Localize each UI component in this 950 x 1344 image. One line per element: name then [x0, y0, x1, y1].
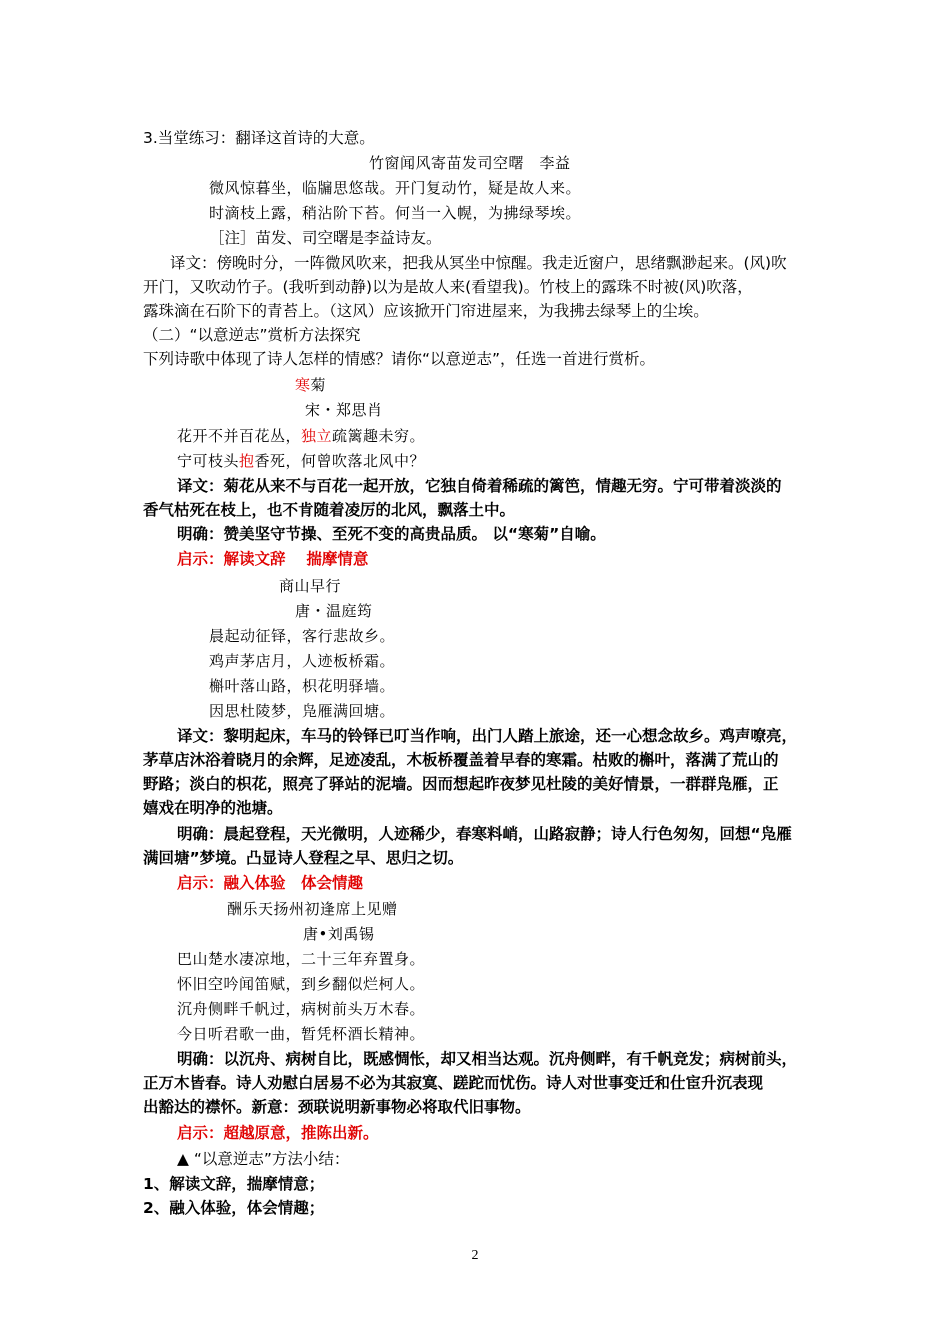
translation-line: 茅草店沐浴着晓月的余辉，足迹凌乱，木板桥覆盖着早春的寒霜。枯败的槲叶，落满了荒山的	[143, 751, 779, 769]
page-number: 2	[471, 1248, 479, 1263]
poem-line: 巴山楚水凄凉地，二十三年弃置身。	[177, 950, 426, 968]
poem-line: 怀旧空吟闻笛赋，到乡翻似烂柯人。	[177, 975, 426, 993]
clarify-line: 满回塘”梦境。凸显诗人登程之早、思归之切。	[143, 849, 464, 867]
translation-line: 香气枯死在枝上，也不肯随着凌厉的北风，飘落土中。	[143, 501, 516, 519]
translation-line: 译文：傍晚时分，一阵微风吹来，把我从冥坐中惊醒。我走近窗户，思绪飘渺起来。(风)吹	[170, 254, 787, 272]
summary-item: 1、解读文辞，揣摩情意；	[143, 1175, 325, 1193]
poem-line: 因思杜陵梦，凫雁满回塘。	[209, 702, 396, 720]
insight-line: 启示：融入体验 体会情趣	[177, 874, 364, 892]
translation-line: 嬉戏在明净的池塘。	[143, 799, 283, 817]
poem-line: 微风惊暮坐，临牖思悠哉。开门复动竹，疑是故人来。	[209, 179, 582, 197]
poem-line: 时滴枝上露，稍沾阶下苔。何当一入幌，为拂绿琴埃。	[209, 204, 582, 222]
poem-title: 寒菊	[295, 376, 327, 394]
poem-author: 唐•刘禹锡	[303, 925, 375, 943]
poem-title: 商山早行	[279, 577, 342, 595]
translation-line: 开门，又吹动竹子。(我听到动静)以为是故人来(看望我)。竹枝上的露珠不时被(风)吹落，	[143, 278, 753, 296]
clarify-line: 明确：赞美坚守节操、至死不变的高贵品质。 以“寒菊”自喻。	[177, 525, 606, 543]
translation-line: 译文：菊花从来不与百花一起开放，它独自倚着稀疏的篱笆，情趣无穷。宁可带着淡淡的	[177, 477, 782, 495]
poem-line: 宁可枝头抱香死，何曾吹落北风中？	[177, 452, 426, 470]
insight-line: 启示：解读文辞 揣摩情意	[177, 550, 369, 568]
clarify-line: 正万木皆春。诗人劝慰白居易不必为其寂寞、蹉跎而忧伤。诗人对世事变迁和仕宦升沉表现	[143, 1074, 764, 1092]
poem-author: 唐・温庭筠	[295, 602, 373, 620]
clarify-line: 明确：以沉舟、病树自比，既感惆怅，却又相当达观。沉舟侧畔，有千帆竞发；病树前头，	[177, 1050, 798, 1068]
clarify-line: 出豁达的襟怀。新意：颈联说明新事物必将取代旧事物。	[143, 1098, 531, 1116]
poem-line: 鸡声茅店月，人迹板桥霜。	[209, 652, 396, 670]
translation-line: 露珠滴在石阶下的青苔上。（这风）应该掀开门帘进屋来，为我拂去绿琴上的尘埃。	[143, 302, 709, 320]
section-heading: （二）“以意逆志”赏析方法探究	[143, 326, 361, 344]
translation-line: 译文：黎明起床，车马的铃铎已叮当作响，出门人踏上旅途，还一心想念故乡。鸡声嘹亮，	[177, 727, 798, 745]
poem-line: 晨起动征铎，客行悲故乡。	[209, 627, 396, 645]
title-highlight: 寒	[295, 376, 311, 394]
section-prompt: 下列诗歌中体现了诗人怎样的情感？请你“以意逆志”，任选一首进行赏析。	[143, 350, 656, 368]
poem-line: 槲叶落山路，枳花明驿墙。	[209, 677, 396, 695]
poem-line: 今日听君歌一曲，暂凭杯酒长精神。	[177, 1025, 426, 1043]
poem-line: 沉舟侧畔千帆过，病树前头万木春。	[177, 1000, 426, 1018]
clarify-line: 明确：晨起登程，天光微明，人迹稀少，春寒料峭，山路寂静；诗人行色匆匆，回想“凫雁	[177, 825, 792, 843]
summary-heading: ▲ “以意逆志”方法小结：	[177, 1150, 350, 1168]
poem-note: ［注］苗发、司空曙是李益诗友。	[209, 229, 442, 247]
poem-author: 宋・郑思肖	[305, 401, 383, 419]
practice-heading: 3.当堂练习：翻译这首诗的大意。	[143, 129, 375, 147]
word-highlight: 独立	[301, 427, 333, 445]
poem-title: 竹窗闻风寄苗发司空曙 李益	[369, 154, 571, 172]
word-highlight: 抱	[239, 452, 255, 470]
poem-line: 花开不并百花丛，独立疏篱趣未穷。	[177, 427, 426, 445]
poem-title: 酬乐天扬州初逢席上见赠	[227, 900, 398, 918]
triangle-marker-icon: ▲	[177, 1150, 189, 1168]
insight-line: 启示：超越原意，推陈出新。	[177, 1124, 379, 1142]
summary-item: 2、融入体验，体会情趣；	[143, 1199, 325, 1217]
translation-line: 野路；淡白的枳花，照亮了驿站的泥墙。因而想起昨夜梦见杜陵的美好情景，一群群凫雁，正	[143, 775, 779, 793]
